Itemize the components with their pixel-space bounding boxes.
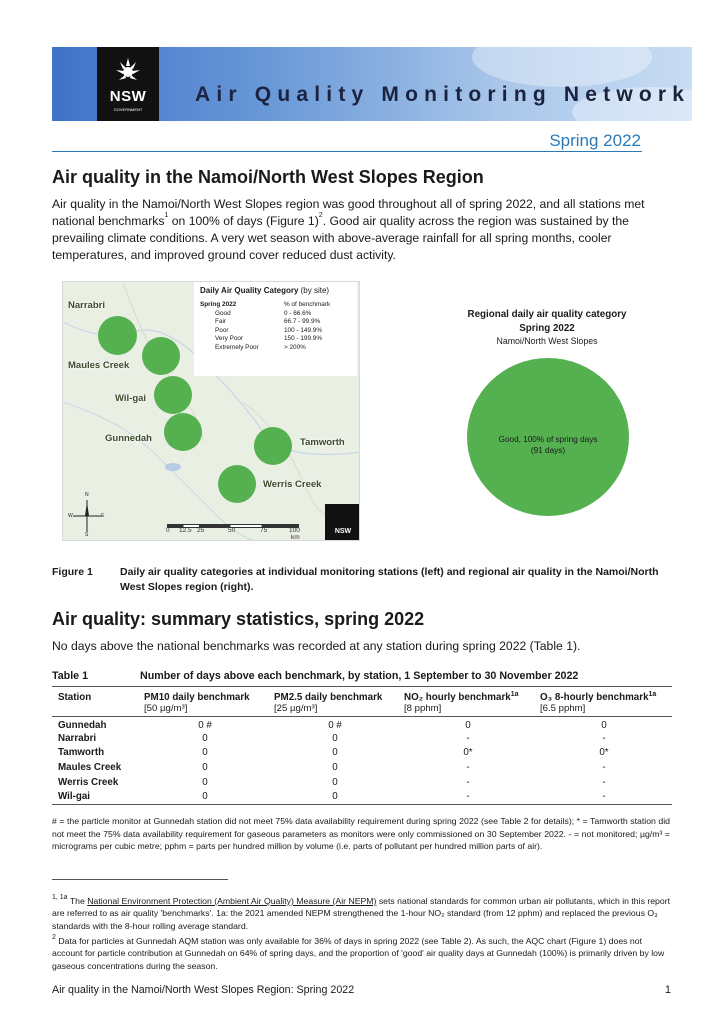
header-banner [52, 47, 692, 121]
footnote-divider [52, 879, 228, 880]
figure-caption: Figure 1 Daily air quality categories at individual monitoring stations (left) and regional air quality in the Namoi/North West Slopes region (right). [52, 566, 659, 593]
chart-subtitle: Namoi/North West Slopes [496, 336, 598, 346]
table-row: Werris Creek 0 0 - - [58, 776, 606, 788]
scale-label: 50 [228, 527, 236, 534]
station-marker-werris-creek[interactable] [218, 465, 256, 503]
footnote-2: $^2$ Data for particles at Gunnedah AQM station was only available for 36% of days in spring 2022 (see Table 2). As such, the AQC chart (Figure 1) does not account for particle contribution at Gunnedah on 64% of spring days, and the proportion of 'good' air quality days at Gunnedah (100%) is primarily driven by low gaseous concentrations during the season. [52, 934, 665, 971]
scale-label: 25 [197, 527, 205, 534]
station-label-tamworth: Tamworth [300, 437, 345, 448]
legend-title: Daily Air Quality Category (by site) [200, 286, 330, 295]
header-rule [52, 151, 642, 152]
station-marker-maules-creek[interactable] [142, 337, 180, 375]
legend-row: Good 0 - 66.6% [215, 309, 312, 317]
table-header-row [52, 687, 672, 717]
section-heading: Air quality: summary statistics, spring 2022 [52, 609, 425, 629]
station-map [62, 281, 360, 541]
table-notes: # = the particle monitor at Gunnedah station did not meet 75% data availability requirement during spring 2022 (see Table 2 for details); * = Tamworth station did not meet the 75% data availability requirement for gaseous parameters as monitors were only commissioned on 30 September 2022. - = not monitored; µg/m³ = micrograms per cubic metre; pphm = parts per hundred million by volume (i.e. parts of pollutant per hundred million parts of air). [52, 816, 670, 851]
column-header: NO₂ hourly benchmark$^{1a}$ [8 pphm] [400, 687, 536, 717]
legend-row: Extremely Poor > 200% [215, 343, 306, 351]
summary-text: No days above the national benchmarks was recorded at any station during spring 2022 (Table 1). [52, 639, 581, 653]
station-marker-gunnedah[interactable] [164, 413, 202, 451]
map-legend [194, 282, 357, 376]
legend-row: Poor 100 - 149.9% [215, 326, 323, 334]
column-header: O₃ 8-hourly benchmark$^{1a}$ [6.5 pphm] [536, 687, 672, 717]
page-number: 1 [665, 984, 671, 996]
chart-title: Regional daily air quality category Spring 2022 [467, 309, 627, 334]
column-header: Station [52, 687, 140, 717]
legend-header: Spring 2022 % of benchmark [200, 301, 331, 308]
legend-row: Fair 66.7 - 99.9% [215, 318, 321, 326]
station-marker-tamworth[interactable] [254, 427, 292, 465]
page-footer: Air quality in the Namoi/North West Slopes Region: Spring 2022 [52, 984, 355, 996]
station-label-werris-creek: Werris Creek [263, 479, 322, 490]
station-label-maules-creek: Maules Creek [68, 360, 130, 371]
table-row: Tamworth 0 0 0* 0* [58, 747, 609, 759]
nsw-government-logo [97, 47, 159, 121]
station-label-gunnedah: Gunnedah [105, 433, 152, 444]
footnote-1: $^{1, 1a}$ The National Environment Protection (Ambient Air Quality) Measure (Air NEPM) sets national standards for common urban air pollutants, which in this report are referred to as air quality 'benchmarks'. 1a: the 2021 amended NEPM strengthened the 1-hour NO₂ standard (from 12 pphm) and replaced the previous O₃ standards with the 8-hour rolling average standard. [52, 894, 671, 931]
compass-rose-icon: N S E W [68, 492, 105, 538]
intro-paragraph: Air quality in the Namoi/North West Slopes region was good throughout all of spring 2022, and all stations met national benchmarks$^1$ on 100% of days (Figure 1)$^2$. Good air quality across the region was sustained by the prevailing climate conditions. A very wet season with above-average rainfall for all spring months, cooler temperatures, and improved ground cover reduced dust activity. [52, 197, 645, 262]
waratah-icon [114, 56, 142, 84]
station-label-narrabri: Narrabri [68, 300, 105, 311]
table-row: Wil-gai 0 0 - - [52, 789, 672, 804]
scale-label: 12.5 [179, 527, 192, 534]
map-nsw-logo: NSW [325, 504, 360, 541]
scale-label: 0 [166, 527, 170, 534]
scale-label: 75 [260, 527, 268, 534]
table-row: Gunnedah 0 # 0 # 0 0 [58, 719, 607, 731]
pie-slice-label: Good, 100% of spring days (91 days) [498, 435, 598, 455]
page-title: Air quality in the Namoi/North West Slopes Region [52, 167, 484, 187]
air-nepm-link[interactable]: National Environment Protection (Ambient Air Quality) Measure (Air NEPM) [87, 896, 377, 906]
station-label-wil-gai: Wil-gai [115, 393, 147, 404]
season-label: Spring 2022 [549, 131, 641, 150]
legend-row: Very Poor 150 - 199.9% [215, 335, 323, 343]
benchmark-table [52, 686, 672, 805]
column-header: PM10 daily benchmark [50 µg/m³] [140, 687, 270, 717]
table-row: Maules Creek 0 0 - - [58, 762, 606, 774]
scale-label: 100 [289, 527, 300, 534]
banner-title: Air Quality Monitoring Network [195, 83, 691, 106]
table-caption: Table 1 Number of days above each benchmark, by station, 1 September to 30 November 2022 [52, 670, 579, 682]
logo-text: NSW [109, 88, 147, 105]
cloud-decoration [472, 47, 652, 87]
column-header: PM2.5 daily benchmark [25 µg/m³] [270, 687, 400, 717]
scale-unit: km [291, 534, 300, 541]
station-marker-narrabri[interactable] [98, 316, 137, 355]
logo-subtext: GOVERNMENT [113, 107, 143, 112]
station-marker-wil-gai[interactable] [154, 376, 192, 414]
table-row: Narrabri 0 0 - - [58, 732, 606, 744]
